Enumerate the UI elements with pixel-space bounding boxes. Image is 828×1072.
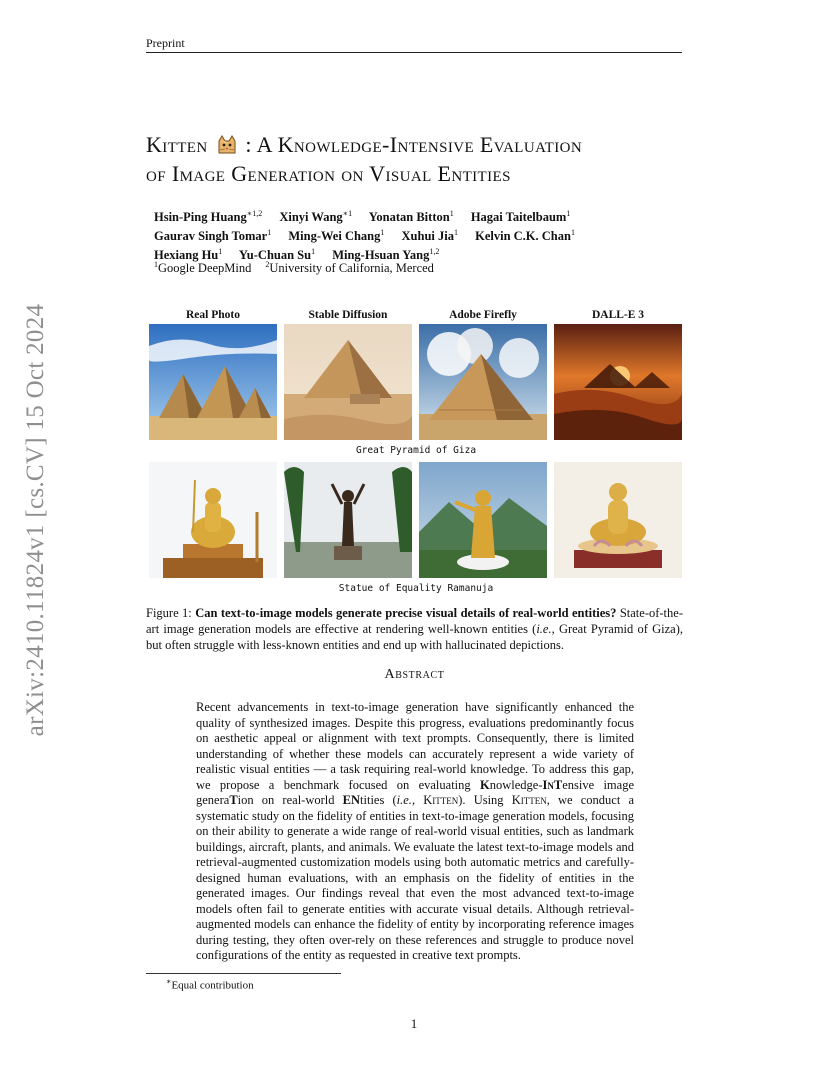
- author-list: [154, 206, 694, 263]
- author: Hagai Taitelbaum$^1$: [470, 209, 571, 225]
- author-row: [154, 225, 694, 244]
- author: Kelvin C.K. Chan$^1$: [475, 228, 575, 244]
- affiliations: $^1$Google DeepMind $^2$University of California, Merced: [154, 260, 434, 276]
- figure-caption: Figure 1: Can text-to-image models generate precise visual details of real-world entities? State-of-the-art image generation models are effective at rendering well-known entities (i.e., Great Pyramid of Giza), but often struggle with less-known entities and end up with hallucinated depictions.: [146, 606, 683, 652]
- arxiv-id: arXiv:2410.11824v1 [cs.CV] 15 Oct 2024: [22, 303, 49, 737]
- running-header: Preprint: [146, 36, 185, 50]
- author: Ming-Wei Chang$^1$: [288, 228, 385, 244]
- photo-pyramid-adobe-firefly: [419, 324, 547, 440]
- photo-pyramid-dalle3: [554, 324, 682, 440]
- row-caption-pyramid: Great Pyramid of Giza: [355, 445, 477, 456]
- footnote-rule: [146, 973, 341, 974]
- kitten-icon: [216, 135, 238, 155]
- author: Hexiang Hu$^1$: [154, 247, 223, 263]
- figure-caption-label: Figure 1:: [146, 606, 192, 620]
- abstract-body: Recent advancements in text-to-image generation have significantly enhanced the quality of synthesized images. Despite this progress, evaluations predominantly focus on aesthetic appeal or alignment with text prompts. Consequently, there is limited understanding of whether these models can accurately represent a wide variety of realistic visual entities — a task requiring real-world knowledge. To address this gap, we propose a benchmark focused on evaluating Knowledge-InTensive image generaTion on real-world ENtities (i.e., Kitten). Using Kitten, we conduct a systematic study on the fidelity of entities in text-to-image generation models, focusing on their ability to generate a wide range of real-world visual entities, such as landmark buildings, aircraft, plants, and animals. We evaluate the latest text-to-image models and retrieval-augmented customization models using both automatic metrics and carefully-designed human evaluations, with an emphasis on the fidelity of entities in the generated images. Our findings reveal that even the most advanced text-to-image models often fail to generate entities with accurate visual details. Although retrieval-augmented models can enhance the fidelity of entity by incorporating reference images during testing, they often over-rely on these references and struggle to produce novel configurations of the entity as requested in creative text prompts.: [196, 700, 635, 962]
- affiliation: Google DeepMind: [158, 261, 252, 276]
- title-line2: of Image Generation on Visual Entities: [146, 161, 511, 186]
- author-row: [154, 206, 694, 225]
- author: Hsin-Ping Huang$^{∗1,2}$: [154, 209, 263, 225]
- photo-statue-stable-diffusion: [284, 462, 412, 578]
- affiliation: University of California, Merced: [269, 261, 434, 276]
- photo-statue-real: [149, 462, 277, 578]
- photo-statue-dalle3: [554, 462, 682, 578]
- figure-caption-bold: Can text-to-image models generate precise visual details of real-world entities?: [195, 606, 617, 620]
- column-header-stable-diffusion: Stable Diffusion: [308, 309, 388, 321]
- header-rule: [146, 52, 682, 53]
- title-name: Kitten: [146, 132, 208, 157]
- author: Ming-Hsuan Yang$^{1,2}$: [332, 247, 440, 263]
- author: Yonatan Bitton$^1$: [368, 209, 454, 225]
- footnote: ∗Equal contribution: [166, 977, 254, 992]
- title-line1-rest: : A Knowledge-Intensive Evaluation: [245, 132, 583, 157]
- column-header-dalle3: DALL-E 3: [591, 309, 645, 321]
- author: Xinyi Wang$^{∗1}$: [279, 209, 353, 225]
- author: Yu-Chuan Su$^1$: [238, 247, 316, 263]
- paper-title: [146, 130, 706, 188]
- abstract-heading: Abstract: [384, 667, 445, 682]
- row-caption-statue: Statue of Equality Ramanuja: [338, 583, 494, 594]
- column-header-real-photo: Real Photo: [186, 309, 240, 321]
- page-number: 1: [410, 1016, 418, 1031]
- author: Gaurav Singh Tomar$^1$: [154, 228, 272, 244]
- photo-statue-adobe-firefly: [419, 462, 547, 578]
- author: Xuhui Jia$^1$: [401, 228, 458, 244]
- column-header-adobe-firefly: Adobe Firefly: [449, 309, 517, 321]
- photo-pyramid-stable-diffusion: [284, 324, 412, 440]
- arxiv-side-stamp: [22, 280, 50, 760]
- photo-pyramid-real: [149, 324, 277, 440]
